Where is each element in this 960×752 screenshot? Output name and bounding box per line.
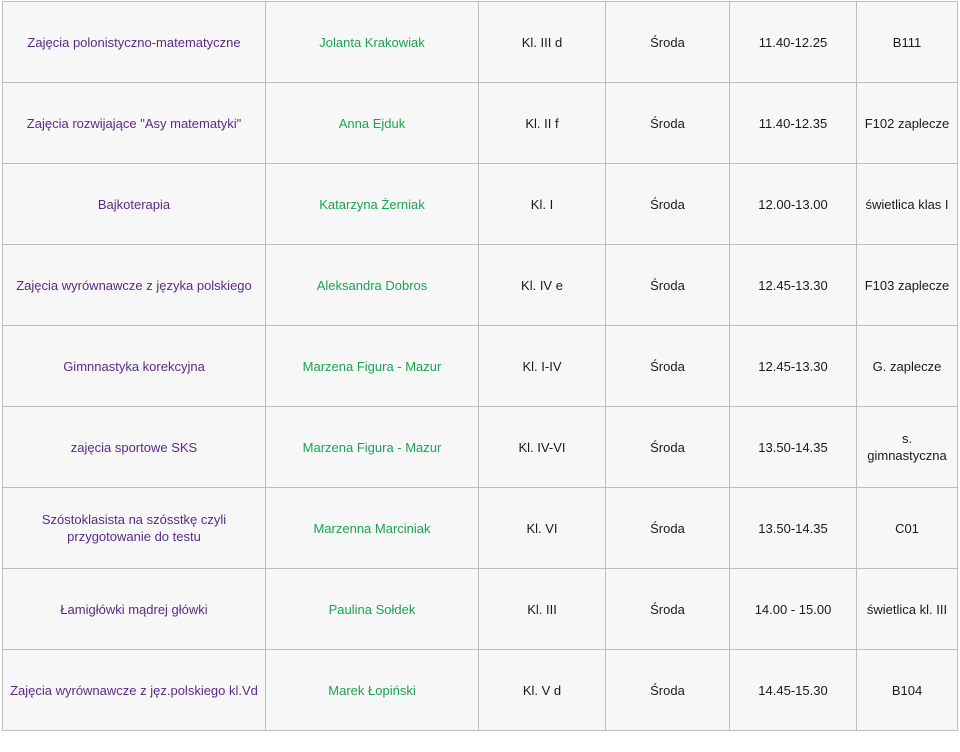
activity-name: Łamigłówki mądrej główki <box>3 569 266 650</box>
table-row <box>3 164 958 245</box>
room: świetlica klas I <box>857 164 958 245</box>
table-row <box>3 326 958 407</box>
activity-name: Szóstoklasista na szósstkę czyli przygotowanie do testu <box>3 488 266 569</box>
activity-name: Bajkoterapia <box>3 164 266 245</box>
weekday: Środa <box>606 164 730 245</box>
weekday: Środa <box>606 488 730 569</box>
room: C01 <box>857 488 958 569</box>
teacher-name: Katarzyna Żerniak <box>266 164 479 245</box>
schedule-table <box>2 1 958 731</box>
activity-name: zajęcia sportowe SKS <box>3 407 266 488</box>
teacher-name: Marzena Figura - Mazur <box>266 326 479 407</box>
class-group: Kl. IV-VI <box>479 407 606 488</box>
class-group: Kl. II f <box>479 83 606 164</box>
teacher-name: Anna Ejduk <box>266 83 479 164</box>
time-range: 14.45-15.30 <box>730 650 857 731</box>
time-range: 11.40-12.25 <box>730 2 857 83</box>
weekday: Środa <box>606 245 730 326</box>
weekday: Środa <box>606 650 730 731</box>
teacher-name: Marzenna Marciniak <box>266 488 479 569</box>
weekday: Środa <box>606 407 730 488</box>
room: B104 <box>857 650 958 731</box>
activity-name: Gimnnastyka korekcyjna <box>3 326 266 407</box>
class-group: Kl. IV e <box>479 245 606 326</box>
weekday: Środa <box>606 2 730 83</box>
table-row <box>3 407 958 488</box>
time-range: 12.00-13.00 <box>730 164 857 245</box>
class-group: Kl. III <box>479 569 606 650</box>
class-group: Kl. I-IV <box>479 326 606 407</box>
class-group: Kl. I <box>479 164 606 245</box>
weekday: Środa <box>606 326 730 407</box>
time-range: 13.50-14.35 <box>730 488 857 569</box>
room: G. zaplecze <box>857 326 958 407</box>
room: s. gimnastyczna <box>857 407 958 488</box>
activity-name: Zajęcia rozwijające "Asy matematyki" <box>3 83 266 164</box>
class-group: Kl. VI <box>479 488 606 569</box>
time-range: 11.40-12.35 <box>730 83 857 164</box>
time-range: 12.45-13.30 <box>730 326 857 407</box>
class-group: Kl. V d <box>479 650 606 731</box>
table-row <box>3 650 958 731</box>
table-row <box>3 569 958 650</box>
weekday: Środa <box>606 569 730 650</box>
table-row <box>3 488 958 569</box>
time-range: 12.45-13.30 <box>730 245 857 326</box>
room: F102 zaplecze <box>857 83 958 164</box>
teacher-name: Aleksandra Dobros <box>266 245 479 326</box>
room: F103 zaplecze <box>857 245 958 326</box>
activity-name: Zajęcia wyrównawcze z języka polskiego <box>3 245 266 326</box>
class-group: Kl. III d <box>479 2 606 83</box>
activity-name: Zajęcia polonistyczno-matematyczne <box>3 2 266 83</box>
table-row <box>3 2 958 83</box>
time-range: 13.50-14.35 <box>730 407 857 488</box>
teacher-name: Paulina Sołdek <box>266 569 479 650</box>
room: świetlica kl. III <box>857 569 958 650</box>
weekday: Środa <box>606 83 730 164</box>
room: B111 <box>857 2 958 83</box>
teacher-name: Marek Łopiński <box>266 650 479 731</box>
activity-name: Zajęcia wyrównawcze z jęz.polskiego kl.Vd <box>3 650 266 731</box>
table-row <box>3 83 958 164</box>
teacher-name: Marzena Figura - Mazur <box>266 407 479 488</box>
teacher-name: Jolanta Krakowiak <box>266 2 479 83</box>
table-row <box>3 245 958 326</box>
time-range: 14.00 - 15.00 <box>730 569 857 650</box>
